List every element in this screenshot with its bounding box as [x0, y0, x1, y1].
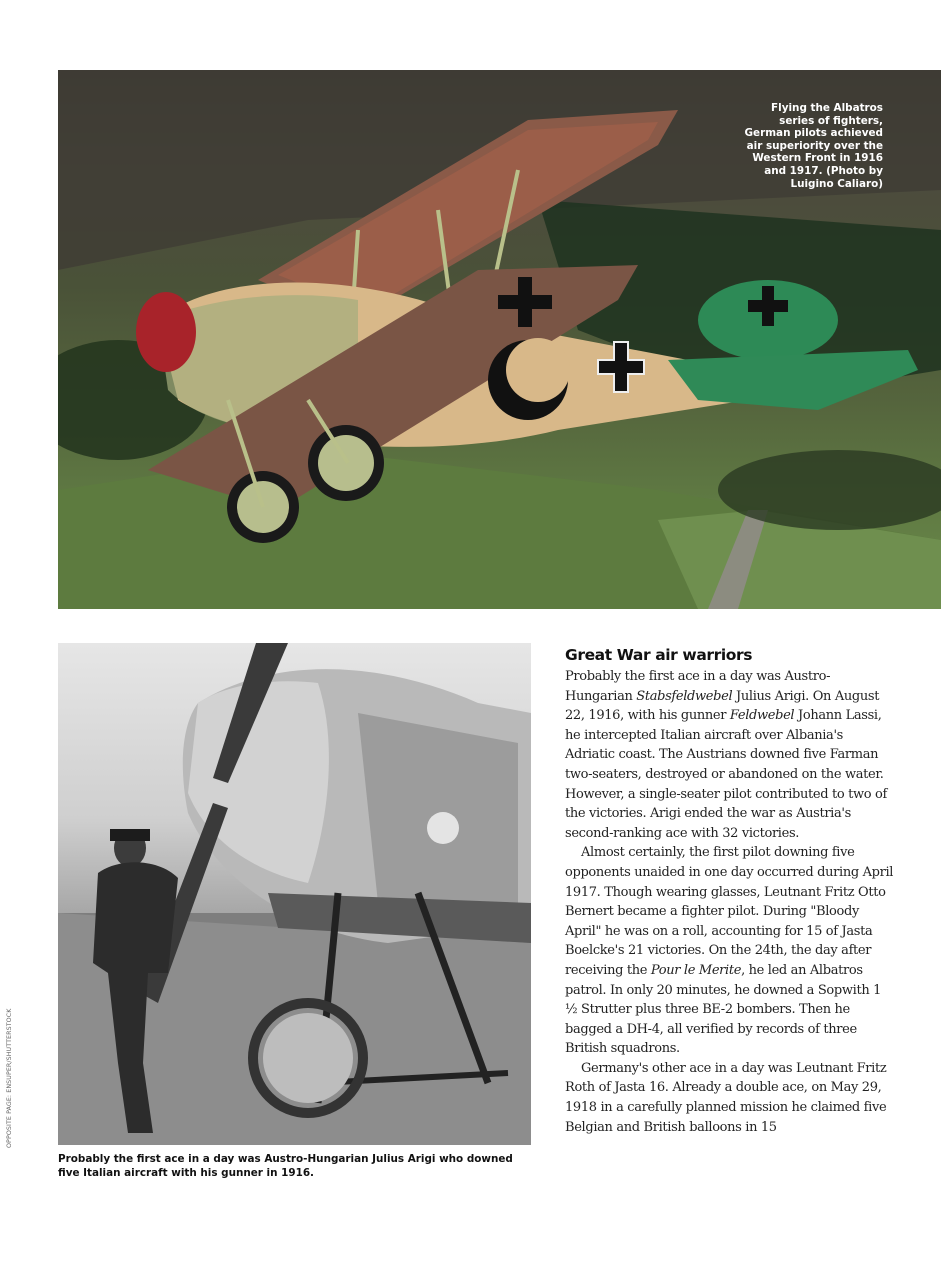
bw-photo-caption: Probably the first ace in a day was Austro-Hungarian Julius Arigi who downed five Italian aircraft with his gunner in 1916. [58, 1153, 513, 1179]
article-paragraph-1: Probably the first ace in a day was Austro-Hungarian Stabsfeldwebel Julius Arigi. On August 22, 1916, with his gunner Feldwebel Johann Lassi, he intercepted Italian aircraft over Albania's Adriatic coast. The Austrians downed five Farman two-seaters, destroyed or abandoned on the water. However, a single-seater pilot contributed to two of the victories. Arigi ended the war as Austria's second-ranking ace with 32 victories. [565, 669, 887, 841]
photo-credit: OPPOSITE PAGE: ENSUPER/SHUTTERSTOCK [6, 1008, 13, 1148]
arigi-illustration [58, 643, 531, 1145]
article [565, 646, 895, 1137]
article-paragraph-2: Almost certainly, the first pilot downing five opponents unaided in one day occurred during April 1917. Though wearing glasses, Leutnant Fritz Otto Bernert became a fighter pilot. During "Bloody April" he was on a roll, accounting for 15 of Jasta Boelcke's 21 victories. On the 24th, the day after receiving the Pour le Merite, he led an Albatros patrol. In only 20 minutes, he downed a Sopwith 1 ½ Strutter plus three BE-2 bombers. Then he bagged a DH-4, all verified by records of three British squadrons. [565, 845, 894, 1057]
arigi-photo [58, 643, 531, 1145]
article-heading: Great War air warriors [565, 646, 753, 664]
albatros-photo [58, 70, 941, 609]
article-paragraph-3: Germany's other ace in a day was Leutnant Fritz Roth of Jasta 16. Already a double ace, on May 29, 1918 in a carefully planned mission he claimed five Belgian and British balloons in 15 [565, 1060, 887, 1135]
top-photo-caption: Flying the Albatros series of fighters, German pilots achieved air superiority over the Western Front in 1916 and 1917. (Photo by Luigino Caliaro) [744, 102, 883, 190]
